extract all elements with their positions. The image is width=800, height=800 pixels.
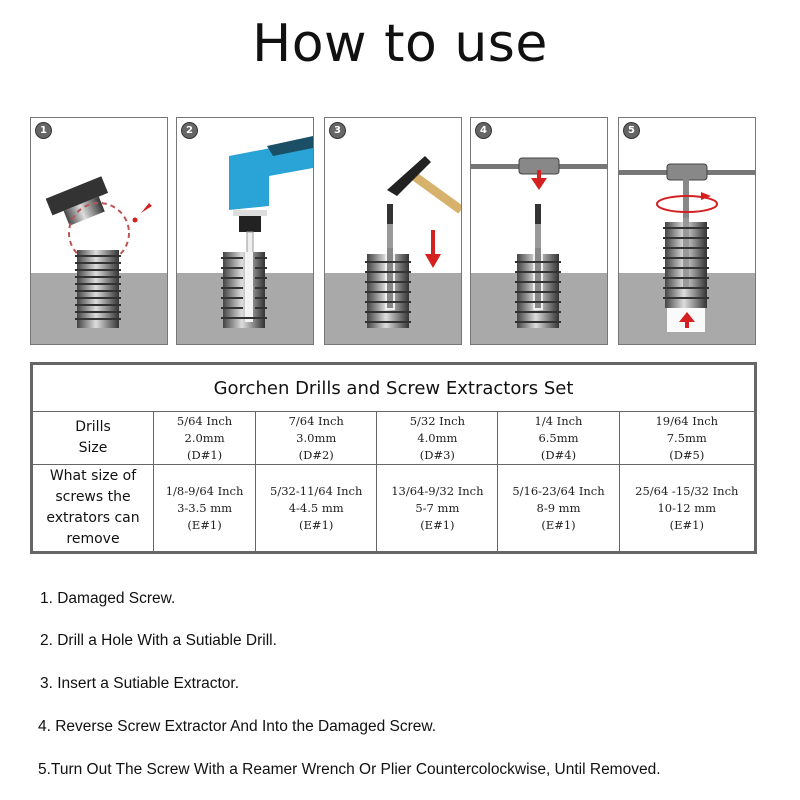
hammer-extractor-illustration (325, 118, 461, 344)
step-2: 2. Drill a Hole With a Sutiable Drill. (40, 632, 277, 649)
table-cell (256, 465, 377, 552)
step-1: 1. Damaged Screw. (40, 590, 176, 607)
cell-code: (E#1) (299, 517, 334, 532)
step-number-badge: 2 (181, 122, 198, 139)
illustration-panels (30, 117, 758, 345)
label-line: Size (78, 440, 108, 457)
label-line: extrators can (46, 510, 140, 527)
cell-code: (E#1) (541, 517, 576, 532)
cell-mm: 5-7 mm (415, 500, 460, 515)
table-row-drill-size (33, 412, 755, 465)
cell-inch: 5/32-11/64 Inch (270, 483, 363, 498)
table-title: Gorchen Drills and Screw Extractors Set (33, 365, 755, 412)
cell-code: (E#1) (187, 517, 222, 532)
cell-code: (D#3) (419, 447, 455, 462)
panel-step-1 (30, 117, 168, 345)
step-number-badge: 1 (35, 122, 52, 139)
label-line: remove (66, 531, 120, 548)
panel-step-5 (618, 117, 756, 345)
label-line: Drills (75, 419, 111, 436)
cell-mm: 7.5mm (666, 430, 707, 445)
cell-code: (E#1) (669, 517, 704, 532)
step-number-badge: 5 (623, 122, 640, 139)
page-title: How to use (252, 14, 548, 74)
step-3: 3. Insert a Sutiable Extractor. (40, 675, 240, 692)
step-4: 4. Reverse Screw Extractor And Into the Damaged Screw. (38, 718, 437, 735)
table-cell (498, 465, 619, 552)
cell-mm: 6.5mm (538, 430, 579, 445)
label-line: screws the (55, 489, 131, 506)
cell-code: (D#4) (540, 447, 577, 462)
cell-inch: 25/64 -15/32 Inch (635, 483, 739, 498)
panel-step-2 (176, 117, 314, 345)
cell-inch: 1/4 Inch (534, 413, 583, 428)
cell-inch: 1/8-9/64 Inch (165, 483, 244, 498)
table-row-screw-size (33, 465, 755, 552)
drill-illustration (177, 118, 313, 344)
step-number-badge: 4 (475, 122, 492, 139)
table-cell (154, 465, 256, 552)
damaged-screw-illustration (31, 118, 167, 344)
drill-extractor-table (30, 362, 757, 554)
cell-mm: 10-12 mm (657, 500, 717, 515)
row-label-drill-size (33, 412, 154, 465)
panel-step-3 (324, 117, 462, 345)
step-5: 5.Turn Out The Screw With a Reamer Wrench Or Plier Countercolockwise, Until Removed. (38, 761, 661, 778)
table-cell (154, 412, 256, 465)
cell-code: (D#1) (186, 447, 223, 462)
cell-inch: 13/64-9/32 Inch (391, 483, 484, 498)
cell-inch: 7/64 Inch (288, 413, 344, 428)
table-cell (619, 412, 754, 465)
label-line: What size of (49, 468, 137, 485)
table-cell (619, 465, 754, 552)
cell-code: (D#2) (298, 447, 334, 462)
reverse-extractor-illustration (471, 118, 607, 344)
step-number-badge: 3 (329, 122, 346, 139)
cell-inch: 5/64 Inch (176, 413, 233, 428)
cell-inch: 19/64 Inch (655, 413, 719, 428)
cell-code: (E#1) (420, 517, 455, 532)
cell-mm: 8-9 mm (536, 500, 581, 515)
cell-inch: 5/16-23/64 Inch (512, 483, 605, 498)
cell-mm: 2.0mm (184, 430, 225, 445)
cell-mm: 3-3.5 mm (177, 500, 233, 515)
cell-code: (D#5) (669, 447, 705, 462)
table-cell (377, 465, 498, 552)
table-cell (377, 412, 498, 465)
table-cell (498, 412, 619, 465)
cell-mm: 4-4.5 mm (288, 500, 344, 515)
row-label-screw-size (33, 465, 154, 552)
cell-mm: 3.0mm (296, 430, 337, 445)
cell-mm: 4.0mm (417, 430, 458, 445)
cell-inch: 5/32 Inch (409, 413, 465, 428)
table-cell (256, 412, 377, 465)
panel-step-4 (470, 117, 608, 345)
turn-out-screw-illustration (619, 118, 755, 344)
